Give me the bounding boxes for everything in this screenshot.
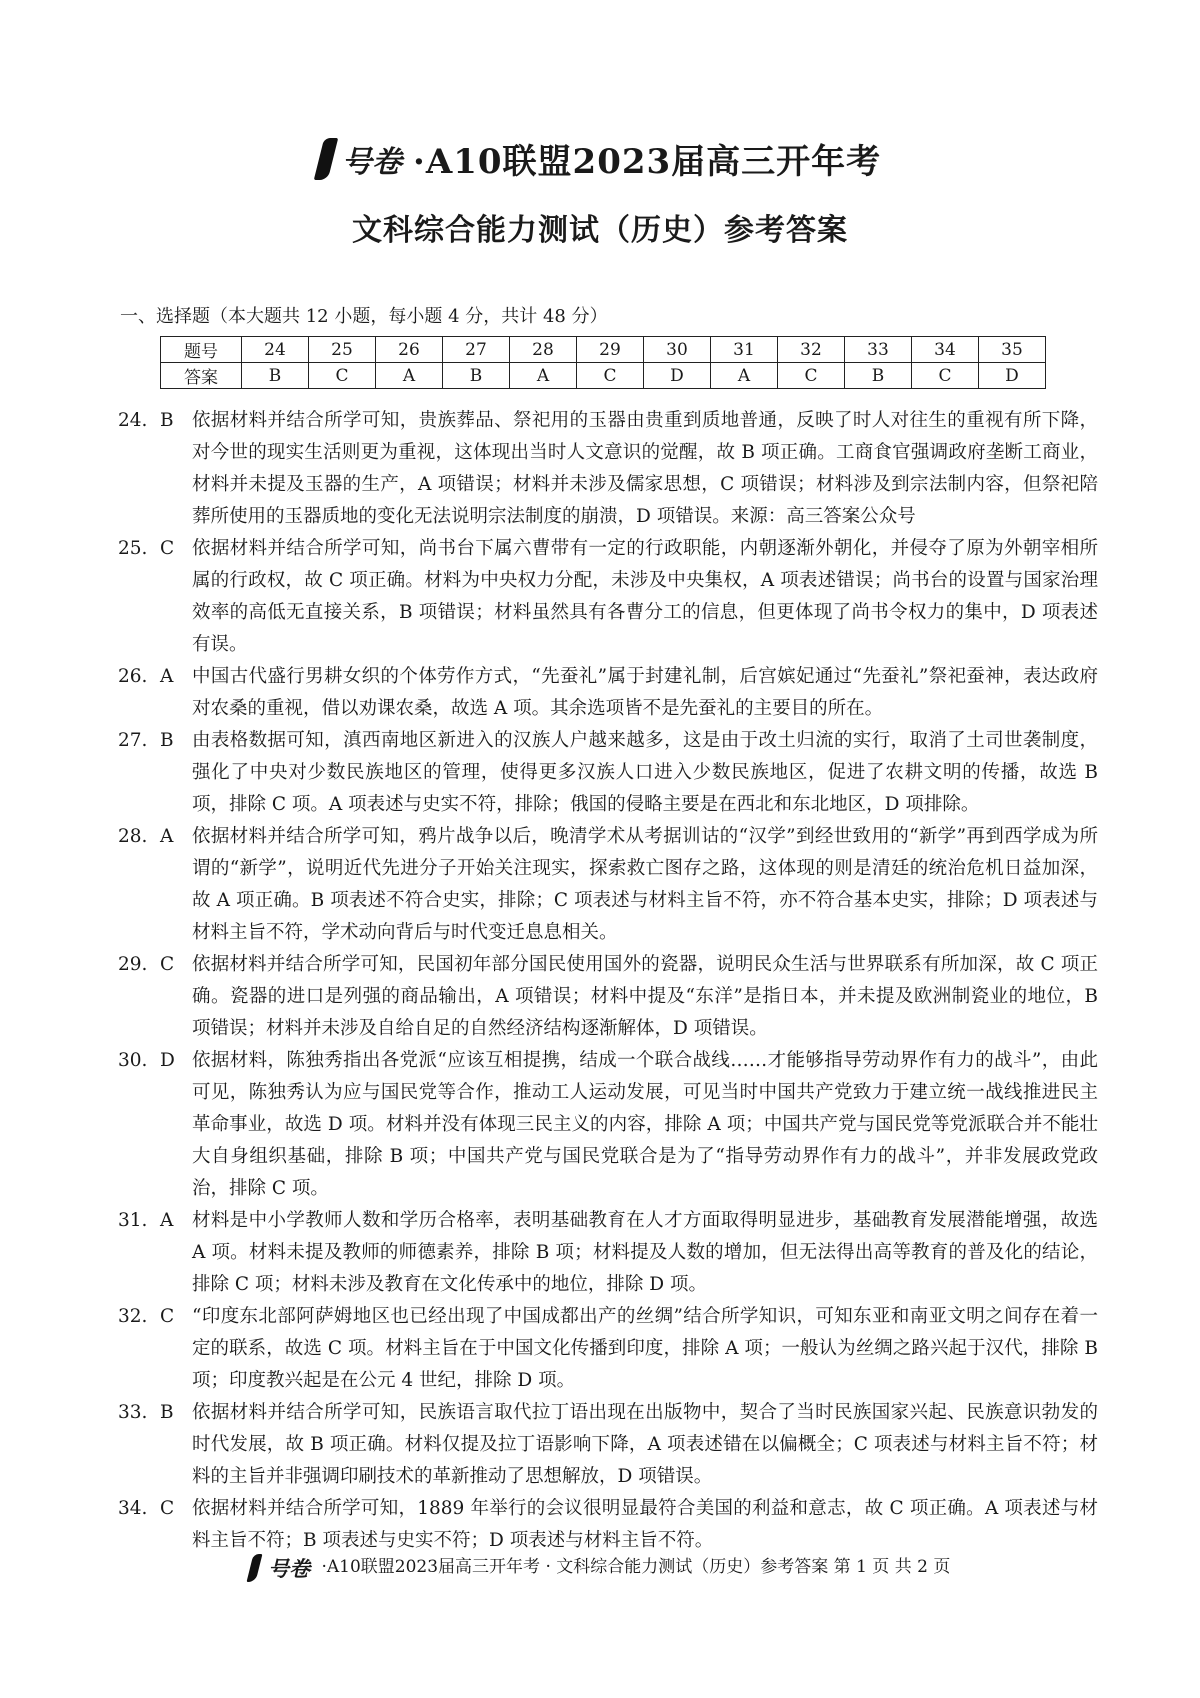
answer-cell: B [242,363,309,389]
explanation-text: 依据材料，陈独秀指出各党派“应该互相提携，结成一个联合战线……才能够指导劳动界作有力的战斗”，由此可见，陈独秀认为应与国民党等合作，推动工人运动发展，可见当时中国共产党致力于建立统一战线推进民主革命事业，故选 D 项。材料并没有体现三民主义的内容，排除 A 项；中国共产党与国民党等党派联合并不能壮大自身组织基础，排除 B 项；中国共产党与国民党联合是为了“指导劳动界作有力的战斗”，并非发展政党政治，排除 C 项。 [192,1050,1098,1199]
explanation-item [118,405,1098,533]
answer-table [160,336,1046,389]
question-number-cell: 31 [711,337,778,363]
question-number-cell: 29 [577,337,644,363]
explanation-item [118,725,1098,821]
answer-cell: C [309,363,376,389]
explanation-text: “印度东北部阿萨姆地区也已经出现了中国成都出产的丝绸”结合所学知识，可知东亚和南亚文明之间存在着一定的联系，故选 C 项。材料主旨在于中国文化传播到印度，排除 A 项；一般认为丝绸之路兴起于汉代，排除 B 项；印度教兴起是在公元 4 世纪，排除 D 项。 [192,1306,1098,1391]
question-number-cell: 28 [510,337,577,363]
explanation-text: 依据材料并结合所学可知，民族语言取代拉丁语出现在出版物中，契合了当时民族国家兴起、民族意识勃发的时代发展，故 B 项正确。材料仅提及拉丁语影响下降，A 项表述错在以偏概全；C 项表述与材料主旨不符；材料的主旨并非强调印刷技术的革新推动了思想解放，D 项错误。 [192,1402,1098,1487]
answer-cell: D [644,363,711,389]
row-label-number: 题号 [161,337,242,363]
question-number: 34. [118,1498,148,1519]
question-answer: A [160,1210,174,1231]
question-number: 31. [118,1210,148,1231]
question-answer: C [160,538,175,559]
question-number-cell: 33 [845,337,912,363]
explanation-text: 依据材料并结合所学可知，1889 年举行的会议很明显最符合美国的利益和意志，故 C 项正确。A 项表述与材料主旨不符；B 项表述与史实不符；D 项表述与材料主旨不符。 [192,1498,1098,1551]
footer-logo [250,1553,310,1583]
question-number: 29. [118,954,148,975]
explanation-text: 依据材料并结合所学可知，民国初年部分国民使用国外的瓷器，说明民众生活与世界联系有所加深，故 C 项正确。瓷器的进口是列强的商品输出，A 项错误；材料中提及“东洋”是指日本，并未提及欧洲制瓷业的地位，B 项错误；材料并未涉及自给自足的自然经济结构逐渐解体，D 项错误。 [192,954,1098,1039]
footer-logo-text: 号卷 [268,1555,311,1581]
page-subtitle: 文科综合能力测试（历史）参考答案 [352,213,848,248]
question-answer: D [160,1050,175,1071]
explanation-text: 依据材料并结合所学可知，贵族葬品、祭祀用的玉器由贵重到质地普通，反映了时人对往生的重视有所下降，对今世的现实生活则更为重视，这体现出当时人文意识的觉醒，故 B 项正确。工商食官强调政府垄断工商业，材料并未提及玉器的生产，A 项错误；材料并未涉及儒家思想，C 项错误；材料涉及到宗法制内容，但祭祀陪葬所使用的玉器质地的变化无法说明宗法制度的崩溃，D 项错误。来源：高三答案公众号 [192,410,1098,527]
explanation-text: 由表格数据可知，滇西南地区新进入的汉族人户越来越多，这是由于改土归流的实行，取消了土司世袭制度，强化了中央对少数民族地区的管理，使得更多汉族人口进入少数民族地区，促进了农耕文明的传播，故选 B 项，排除 C 项。A 项表述与史实不符，排除；俄国的侵略主要是在西北和东北地区，D 项排除。 [192,730,1098,815]
brush-stroke-icon [314,138,338,180]
explanation-list [118,405,1098,1557]
explanation-item [118,1205,1098,1301]
row-label-answer: 答案 [161,363,242,389]
answer-cell: C [778,363,845,389]
question-number: 26. [118,666,148,687]
answer-cell: B [443,363,510,389]
answer-cell: A [510,363,577,389]
question-number: 24. [118,410,148,431]
answer-cell: A [711,363,778,389]
question-number: 28. [118,826,148,847]
question-number-cell: 34 [912,337,979,363]
question-answer: B [160,730,174,751]
question-answer: A [160,826,174,847]
question-answer: A [160,666,174,687]
answer-cell: C [912,363,979,389]
explanation-item [118,1493,1098,1557]
question-answer: C [160,954,175,975]
question-number-cell: 26 [376,337,443,363]
question-answer: C [160,1498,175,1519]
answer-row [161,363,1046,389]
question-number-cell: 25 [309,337,376,363]
explanation-item [118,1397,1098,1493]
page-title: ·A10联盟2023届高三开年考 [413,142,882,182]
answer-cell: A [376,363,443,389]
answer-cell: D [979,363,1046,389]
question-answer: B [160,410,174,431]
question-number-row [161,337,1046,363]
explanation-item [118,821,1098,949]
brush-stroke-icon [246,1554,262,1582]
header [0,134,1200,183]
explanation-text: 依据材料并结合所学可知，尚书台下属六曹带有一定的行政职能，内朝逐渐外朝化，并侵夺了原为外朝宰相所属的行政权，故 C 项正确。材料为中央权力分配，未涉及中央集权，A 项表述错误；尚书台的设置与国家治理效率的高低无直接关系，B 项错误；材料虽然具有各曹分工的信息，但更体现了尚书令权力的集中，D 项表述有误。 [192,538,1098,655]
question-answer: C [160,1306,175,1327]
question-number: 25. [118,538,148,559]
explanation-item [118,533,1098,661]
logo-text: 号卷 [341,144,402,180]
section-heading: 一、选择题（本大题共 12 小题，每小题 4 分，共计 48 分） [120,306,608,327]
explanation-text: 中国古代盛行男耕女织的个体劳作方式，“先蚕礼”属于封建礼制，后宫嫔妃通过“先蚕礼”祭祀蚕神，表达政府对农桑的重视，借以劝课农桑，故选 A 项。其余选项皆不是先蚕礼的主要目的所在。 [192,666,1098,719]
answer-cell: B [845,363,912,389]
question-number: 27. [118,730,148,751]
explanation-item [118,949,1098,1045]
brand-logo [319,137,402,181]
question-number: 30. [118,1050,148,1071]
answer-cell: C [577,363,644,389]
footer-text: ·A10联盟2023届高三开年考 · 文科综合能力测试（历史）参考答案 第 1 页 共 2 页 [321,1557,951,1577]
question-number-cell: 24 [242,337,309,363]
question-answer: B [160,1402,174,1423]
explanation-item [118,1301,1098,1397]
question-number-cell: 30 [644,337,711,363]
explanation-text: 材料是中小学教师人数和学历合格率，表明基础教育在人才方面取得明显进步，基础教育发展潜能增强，故选 A 项。材料未提及教师的师德素养，排除 B 项；材料提及人数的增加，但无法得出高等教育的普及化的结论，排除 C 项；材料未涉及教育在文化传承中的地位，排除 D 项。 [192,1210,1098,1295]
question-number: 33. [118,1402,148,1423]
question-number: 32. [118,1306,148,1327]
explanation-item [118,661,1098,725]
explanation-item [118,1045,1098,1205]
question-number-cell: 35 [979,337,1046,363]
question-number-cell: 27 [443,337,510,363]
explanation-text: 依据材料并结合所学可知，鸦片战争以后，晚清学术从考据训诂的“汉学”到经世致用的“新学”再到西学成为所谓的“新学”，说明近代先进分子开始关注现实，探索救亡图存之路，这体现的则是清廷的统治危机日益加深，故 A 项正确。B 项表述不符合史实，排除；C 项表述与材料主旨不符，亦不符合基本史实，排除；D 项表述与材料主旨不符，学术动向背后与时代变迁息息相关。 [192,826,1098,943]
page-footer [0,1552,1200,1583]
question-number-cell: 32 [778,337,845,363]
